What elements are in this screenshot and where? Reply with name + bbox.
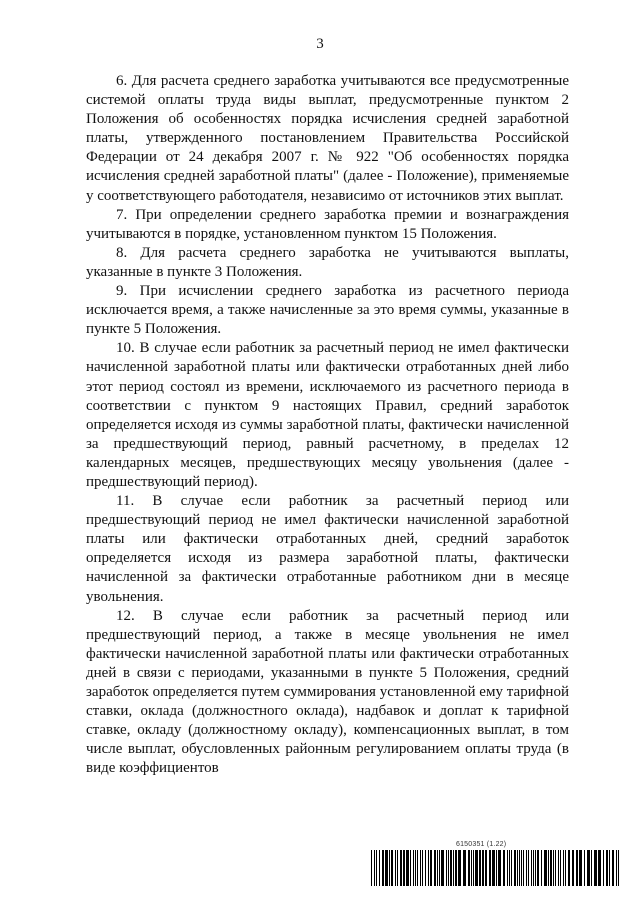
page-number: 3: [316, 36, 324, 52]
document-body: [86, 72, 569, 778]
paragraph-9: 9. При исчислении среднего заработка из расчетного периода исключается время, а также начисленные за это время суммы, указанные в пункте 5 Положения.: [86, 283, 569, 338]
paragraph-10: 10. В случае если работник за расчетный период не имел фактически начисленной заработной платы или фактически отработанных дней либо этот период состоял из времени, исключаемого из расчетного периода в соответствии с пунктом 9 настоящих Правил, средний заработок определяется исходя из суммы заработной платы, фактически начисленной за предшествующий период, равный расчетному, в пределах 12 календарных месяцев, предшествующих месяцу увольнения (далее - предшествующий период).: [86, 340, 569, 490]
paragraph-8: 8. Для расчета среднего заработка не учитываются выплаты, указанные в пункте 3 Положения.: [86, 244, 569, 280]
document-code: 6150351 (1.22): [456, 841, 507, 848]
paragraph-11: 11. В случае если работник за расчетный период или предшествующий период не имел фактически начисленной заработной платы или фактически отработанных дней, средний заработок определяется исходя из размера заработной платы, фактически начисленной за фактически отработанные работником дни в месяце увольнения.: [86, 493, 569, 605]
paragraph-6: 6. Для расчета среднего заработка учитываются все предусмотренные системой оплаты труда виды выплат, предусмотренные пунктом 2 Положения об особенностях порядка исчисления средней заработной платы, утвержденного постановлением Правительства Российской Федерации от 24 декабря 2007 г. № 922 "Об особенностях порядка исчисления средней заработной платы" (далее - Положение), применяемые у соответствующего работодателя, независимо от источников этих выплат.: [86, 73, 569, 204]
paragraph-7: 7. При определении среднего заработка премии и вознаграждения учитываются в порядке, установленном пунктом 15 Положения.: [86, 206, 569, 242]
paragraph-12: 12. В случае если работник за расчетный период или предшествующий период, а также в месяце увольнения не имел фактически начисленной заработной платы или фактически отработанных дней в связи с периодами, указанными в пункте 5 Положения, средний заработок определяется путем суммирования установленной ему тарифной ставки, оклада (должностного оклада), надбавок и доплат к тарифной ставке, окладу (должностному окладу), компенсационных выплат, в том числе выплат, обусловленных районным регулированием оплаты труда (в виде коэффициентов: [86, 607, 569, 777]
barcode-icon: [371, 850, 621, 886]
